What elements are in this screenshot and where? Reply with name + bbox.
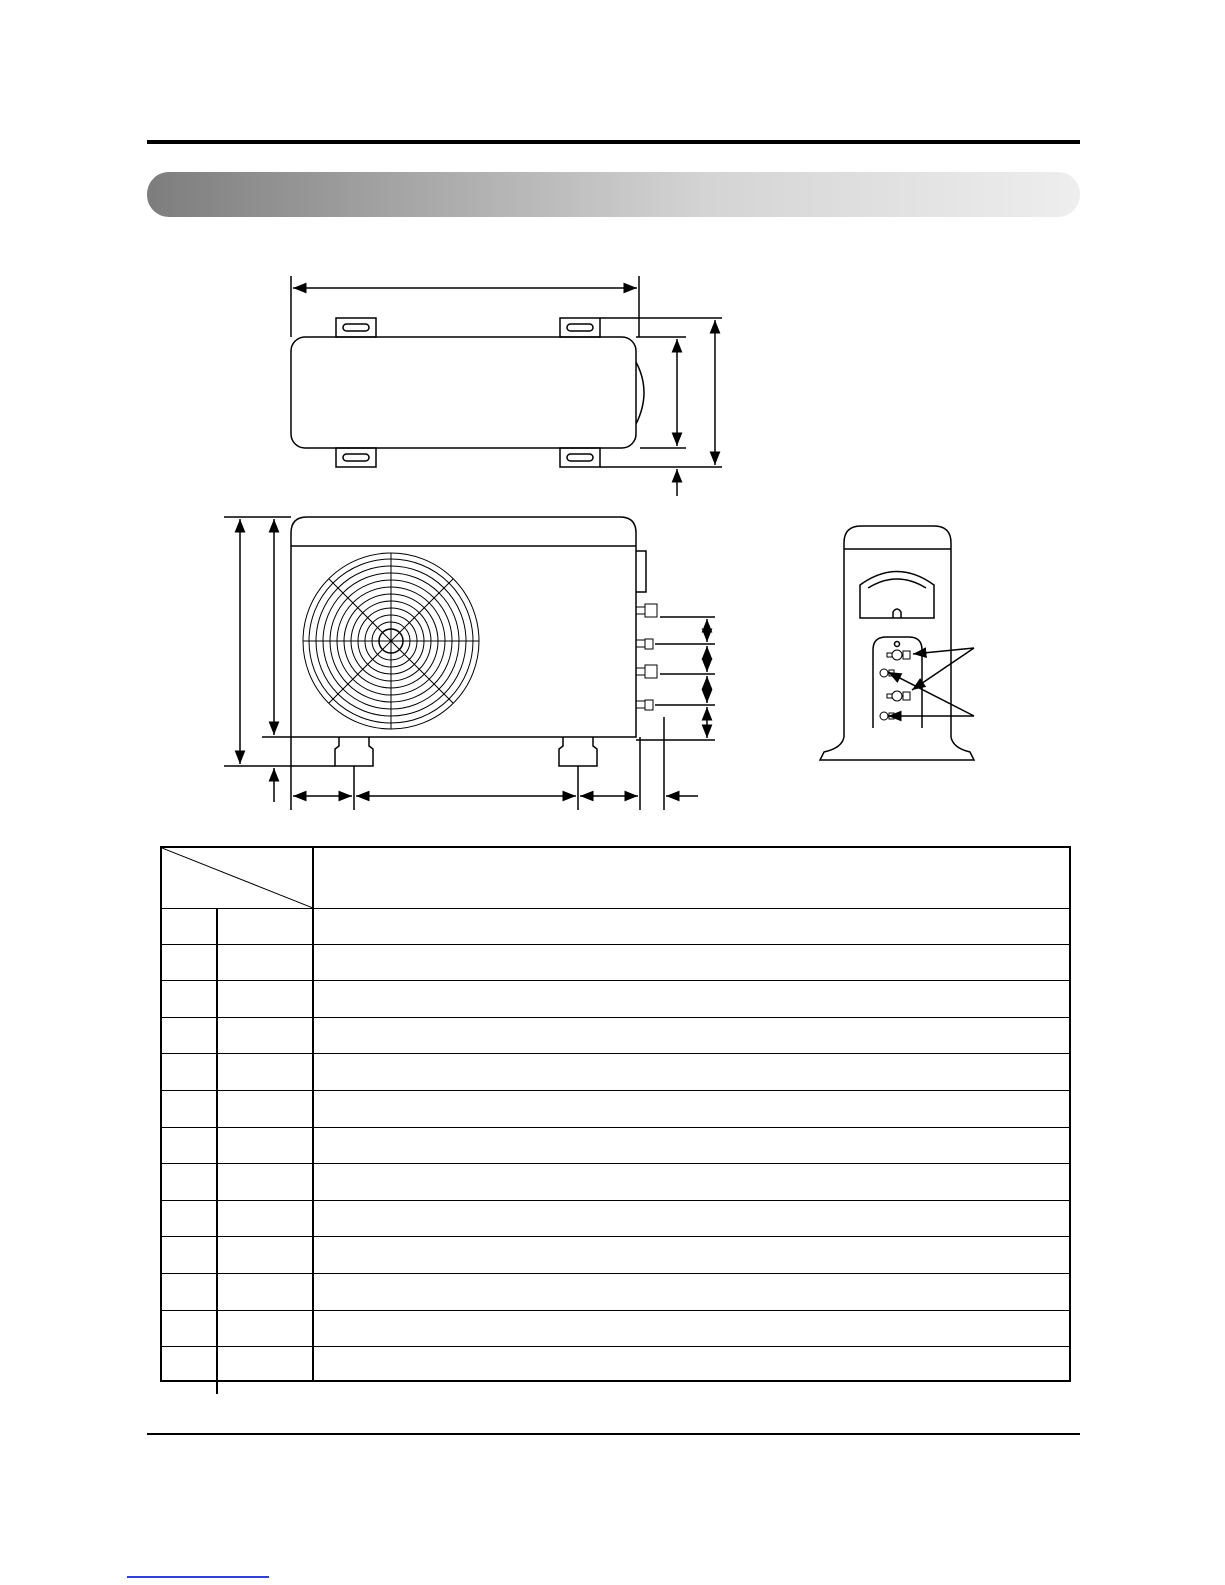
base-foot — [335, 737, 373, 766]
table-row — [162, 1274, 1069, 1311]
mounting-foot — [336, 318, 376, 337]
footer-rule — [147, 1433, 1080, 1435]
table-row — [162, 1054, 1069, 1091]
column-divider — [216, 908, 218, 1394]
mounting-foot — [336, 448, 376, 467]
table-row — [162, 1237, 1069, 1274]
service-valve — [636, 604, 657, 710]
table-row — [162, 1311, 1069, 1348]
table-row — [162, 1091, 1069, 1128]
column-divider — [312, 848, 314, 1380]
table-row — [162, 1018, 1069, 1055]
mounting-foot — [560, 318, 600, 337]
table-row — [162, 1128, 1069, 1165]
spec-table-body — [162, 908, 1069, 1380]
spec-table-header — [162, 848, 1069, 909]
base-foot — [559, 737, 597, 766]
top-view — [291, 276, 722, 496]
table-row — [162, 981, 1069, 1018]
footer-link-underline[interactable] — [127, 1576, 269, 1578]
spec-table-corner-cell — [162, 848, 314, 908]
table-row — [162, 1347, 1069, 1384]
spec-table — [160, 846, 1071, 1382]
table-row — [162, 1164, 1069, 1201]
valve-panel — [873, 637, 922, 728]
side-view — [820, 526, 974, 760]
front-view — [224, 517, 715, 810]
table-row — [162, 945, 1069, 982]
table-row — [162, 908, 1069, 945]
handle-recess — [860, 572, 934, 619]
corner-diagonal — [162, 848, 313, 908]
mounting-foot — [560, 448, 600, 467]
fan-guard — [303, 553, 479, 729]
table-row — [162, 1201, 1069, 1238]
